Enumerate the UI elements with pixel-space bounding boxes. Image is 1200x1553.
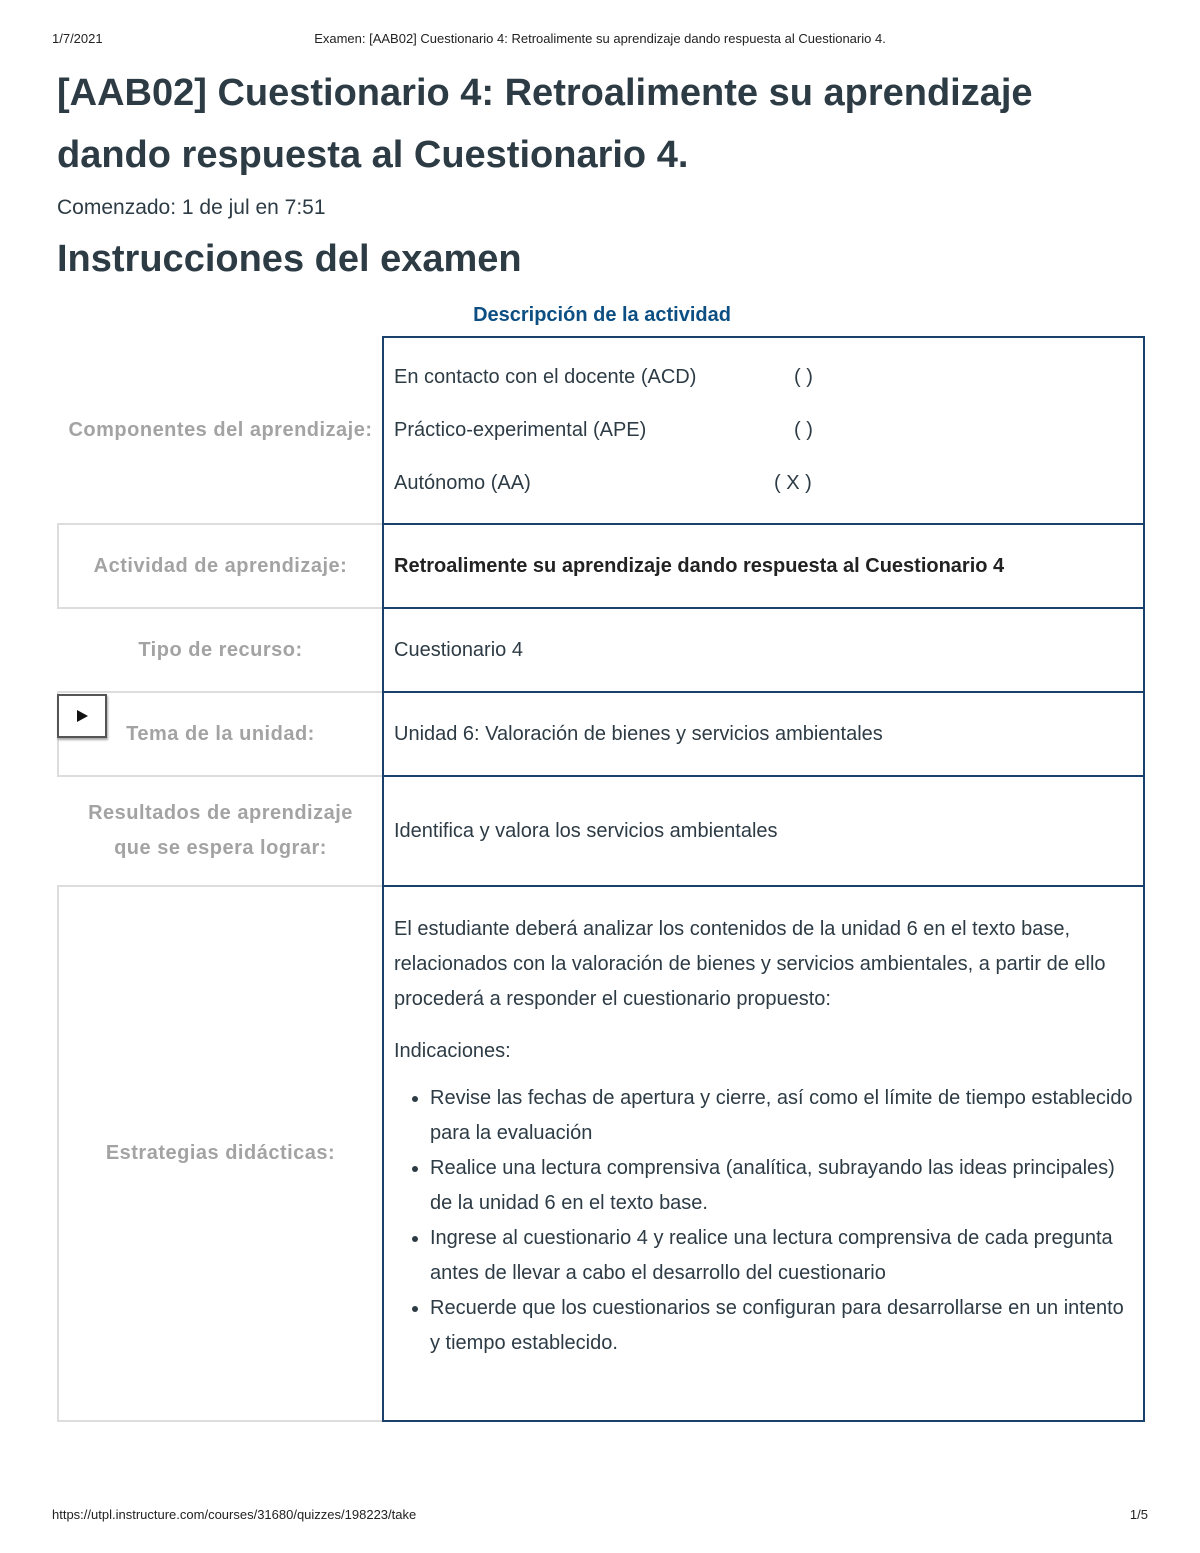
- component-item: [394, 404, 1133, 457]
- strategies-label: Estrategias didácticas:: [57, 885, 382, 1422]
- component-mark: ( ): [794, 366, 813, 388]
- strategies-value: [382, 885, 1145, 1422]
- started-timestamp: Comenzado: 1 de jul en 7:51: [57, 196, 326, 219]
- list-item: • Revise las fechas de apertura y cierre, así como el límite de tiempo establecido para la evaluación: [430, 1081, 1133, 1151]
- print-footer: [52, 1507, 1148, 1525]
- unit-label: Tema de la unidad:: [57, 691, 382, 777]
- page-number: 1/5: [1129, 1507, 1148, 1522]
- component-name: Autónomo (AA): [394, 472, 531, 494]
- row-results: [57, 775, 1145, 887]
- list-item: • Realice una lectura comprensiva (analítica, subrayando las ideas principales) de la unidad 6 en el texto base.: [430, 1151, 1133, 1221]
- component-name: Práctico-experimental (APE): [394, 419, 647, 441]
- list-item: • Ingrese al cuestionario 4 y realice una lectura comprensiva de cada pregunta antes de llevar a cabo el desarrollo del cuestionario: [430, 1221, 1133, 1291]
- components-label: Componentes del aprendizaje:: [68, 419, 373, 441]
- quiz-title: [AAB02] Cuestionario 4: Retroalimente su aprendizaje dando respuesta al Cuestionario 4.: [57, 72, 1033, 176]
- list-item: • Recuerde que los cuestionarios se configuran para desarrollarse en un intento y tiempo establecido.: [430, 1291, 1133, 1361]
- activity-value: Retroalimente su aprendizaje dando respuesta al Cuestionario 4: [382, 523, 1145, 609]
- indications-label: Indicaciones:: [394, 1040, 511, 1062]
- row-components: [57, 336, 1145, 525]
- component-mark: ( X ): [774, 472, 812, 494]
- play-button[interactable]: [57, 694, 107, 738]
- activity-label: Actividad de aprendizaje:: [57, 523, 382, 609]
- unit-value: Unidad 6: Valoración de bienes y servicios ambientales: [382, 691, 1145, 777]
- play-icon: [75, 709, 89, 723]
- print-header: [52, 31, 1148, 49]
- row-strategies: [57, 885, 1145, 1422]
- row-resource: [57, 607, 1145, 693]
- component-item: [394, 351, 1133, 404]
- indications-list: [394, 1081, 1133, 1361]
- row-unit: [57, 691, 1145, 777]
- print-document-title: Examen: [AAB02] Cuestionario 4: Retroalimente su aprendizaje dando respuesta al Cuestionario 4.: [314, 31, 886, 46]
- components-value: [382, 336, 1145, 525]
- instructions-heading: Instrucciones del examen: [57, 238, 522, 280]
- results-label: Resultados de aprendizaje que se espera lograr:: [88, 802, 353, 859]
- print-date: 1/7/2021: [52, 31, 103, 46]
- resource-label: Tipo de recurso:: [138, 638, 303, 661]
- results-value: Identifica y valora los servicios ambientales: [382, 775, 1145, 887]
- component-item: [394, 457, 1133, 510]
- component-name: En contacto con el docente (ACD): [394, 366, 697, 388]
- resource-value: Cuestionario 4: [382, 607, 1145, 693]
- strategies-intro: El estudiante deberá analizar los contenidos de la unidad 6 en el texto base, relacionados con la valoración de bienes y servicios ambientales, a partir de ello procederá a responder el cuestionario propuesto:: [394, 918, 1106, 1010]
- page-url: https://utpl.instructure.com/courses/31680/quizzes/198223/take: [52, 1507, 417, 1522]
- row-activity: [57, 523, 1145, 609]
- table-caption: Descripción de la actividad: [473, 304, 731, 326]
- component-mark: ( ): [794, 419, 813, 441]
